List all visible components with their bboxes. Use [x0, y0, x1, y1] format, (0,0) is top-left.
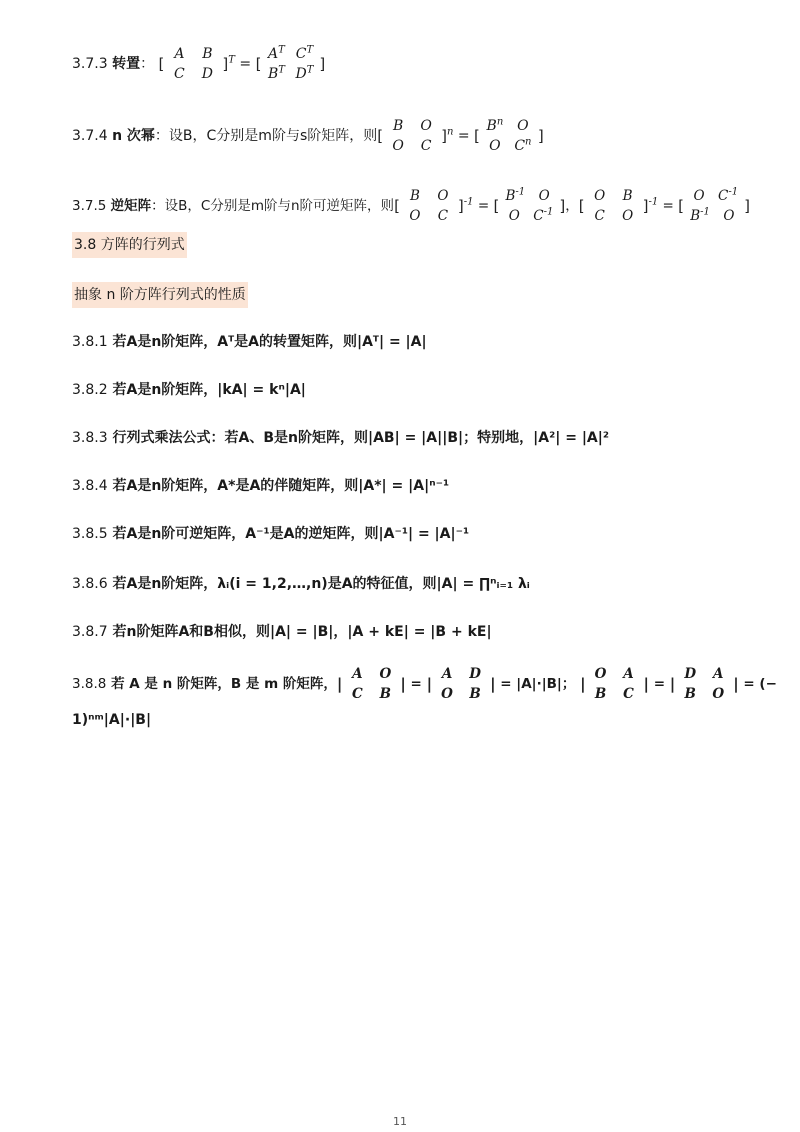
subsection-heading: 抽象 n 阶方阵行列式的性质 — [72, 282, 248, 308]
item-text: 若n阶矩阵A和B相似，则|A| = |B|，|A + kE| = |B + kE| — [112, 624, 492, 640]
item-text: 若A是n阶矩阵，Aᵀ是A的转置矩阵，则|Aᵀ| = |A| — [112, 334, 427, 350]
item-3-8-8-continuation: 1)ⁿᵐ|A|·|B| — [72, 712, 152, 728]
determinant-2: A D O B — [441, 666, 481, 702]
item-3-8-8: 3.8.8 若 A 是 n 阶矩阵，B 是 m 阶矩阵，| A O C B | = | A D O B | = |A|·|B|； | O A B C | = | D A B O | = (− — [72, 666, 777, 702]
item-number: 3.7.3 — [72, 56, 108, 72]
item-3-8-7 — [72, 622, 760, 642]
matrix-block-1: B O O C — [409, 188, 449, 224]
matrix-block: B O O C — [392, 118, 432, 154]
item-3-8-1 — [72, 332, 760, 352]
determinant-4: D A B O — [684, 666, 725, 702]
matrix-inverse-1: $B^{-1}$ O O $C^{-1}$ — [505, 186, 554, 224]
matrix-inverse-2: O $C^{-1}$ $B^{-1}$ O — [690, 186, 739, 224]
item-number: 3.8.4 — [72, 478, 108, 494]
item-number: 3.8.7 — [72, 624, 108, 640]
item-number: 3.8.2 — [72, 382, 108, 398]
item-text: 若A是n阶可逆矩阵，A⁻¹是A的逆矩阵，则|A⁻¹| = |A|⁻¹ — [112, 526, 470, 542]
item-title: 转置 — [112, 56, 141, 72]
item-number: 3.7.4 — [72, 128, 108, 144]
item-text: ：设B，C分别是m阶与s阶矩阵，则 — [154, 128, 378, 144]
item-number: 3.8.5 — [72, 526, 108, 542]
item-text: ：设B，C分别是m阶与n阶可逆矩阵，则 — [151, 198, 395, 214]
section-heading-3-8: 3.8 方阵的行列式 — [72, 232, 187, 258]
item-3-7-4: 3.7.4 n 次幂：设B，C分别是m阶与s阶矩阵，则[ B O O C ]$^n$ = [ $B^n$ O O $C^n$ ] — [72, 116, 544, 154]
item-title: n 次幂 — [112, 128, 155, 144]
item-3-8-2 — [72, 380, 760, 400]
item-number: 3.8.1 — [72, 334, 108, 350]
determinant-1: A O C B — [352, 666, 392, 702]
item-number: 3.8.8 — [72, 676, 107, 692]
item-3-8-6 — [72, 574, 760, 594]
matrix-block-2: O B C O — [594, 188, 634, 224]
item-text: 若 A 是 n 阶矩阵，B 是 m 阶矩阵， — [111, 676, 337, 692]
item-text: 行列式乘法公式：若A、B是n阶矩阵，则|AB| = |A||B|；特别地，|A²| = |A|² — [112, 430, 610, 446]
colon: ： — [140, 56, 155, 72]
item-3-8-3 — [72, 428, 760, 448]
page-number: 11 — [393, 1115, 407, 1128]
matrix-block: A B C D — [174, 46, 213, 82]
item-3-7-5: 3.7.5 逆矩阵：设B，C分别是m阶与n阶可逆矩阵，则[ B O O C ]$^{-1}$ = [ $B^{-1}$ O O $C^{-1}$ ]，[ O B C O ]$^{-1}$ = [ O $C^{-1}$ $B^{-1}$ O ] — [72, 186, 750, 224]
item-text: 若A是n阶矩阵，A*是A的伴随矩阵，则|A*| = |A|ⁿ⁻¹ — [112, 478, 450, 494]
item-title: 逆矩阵 — [110, 198, 152, 214]
item-3-8-5 — [72, 524, 760, 544]
item-number: 3.7.5 — [72, 198, 107, 214]
item-text: 若A是n阶矩阵，|kA| = kⁿ|A| — [112, 382, 306, 398]
matrix-power: $B^n$ O O $C^n$ — [486, 116, 532, 154]
item-number: 3.8.6 — [72, 576, 108, 592]
item-3-7-3: 3.7.3 转置： [ A B C D ]$^T$ = [ $A^T$ $C^T$ $B^T$ $D^T$ ] — [72, 44, 326, 82]
determinant-3: O A B C — [594, 666, 634, 702]
item-3-8-4 — [72, 476, 760, 496]
matrix-transposed: $A^T$ $C^T$ $B^T$ $D^T$ — [267, 44, 314, 82]
item-text: 若A是n阶矩阵，λᵢ(i = 1,2,…,n)是A的特征值，则|A| = ∏ⁿᵢ₌₁ λᵢ — [112, 576, 530, 592]
item-number: 3.8.3 — [72, 430, 108, 446]
